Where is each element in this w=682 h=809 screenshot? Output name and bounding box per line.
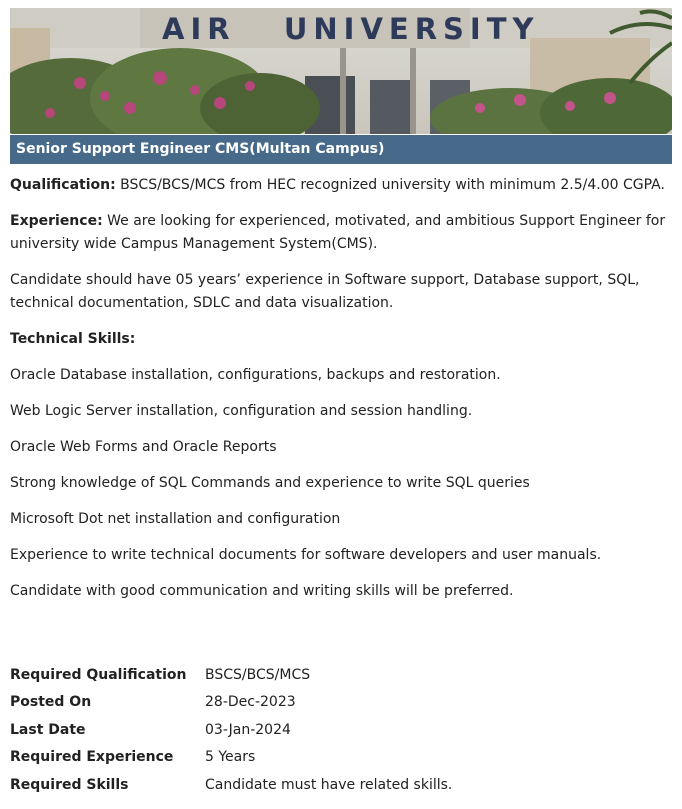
qualification-paragraph	[10, 174, 674, 197]
skill-item: Experience to write technical documents for software developers and user manuals.	[10, 547, 602, 563]
job-description	[10, 174, 674, 616]
details-value: BSCS/BCS/MCS	[205, 666, 311, 683]
details-label: Required Skills	[10, 776, 129, 793]
details-row	[10, 689, 452, 717]
details-value: 28-Dec-2023	[205, 694, 296, 711]
skill-item: Web Logic Server installation, configuration and session handling.	[10, 403, 473, 419]
experience-label: Experience:	[10, 213, 103, 229]
experience-paragraph	[10, 210, 674, 256]
details-row	[10, 771, 452, 799]
banner-image	[10, 8, 672, 134]
details-row	[10, 661, 452, 689]
job-details-table	[10, 661, 452, 799]
details-label: Required Experience	[10, 749, 174, 766]
candidate-paragraph: Candidate should have 05 years’ experience in Software support, Database support, SQL, technical documentation, SDLC and data visualization.	[10, 272, 640, 311]
banner-sign-text: AIR UNIVERSITY	[162, 12, 540, 46]
job-title: Senior Support Engineer CMS(Multan Campus)	[16, 141, 385, 157]
details-value: 03-Jan-2024	[205, 721, 291, 738]
skills-heading: Technical Skills:	[10, 331, 136, 347]
details-label: Last Date	[10, 721, 86, 738]
qualification-text: BSCS/BCS/MCS from HEC recognized university with minimum 2.5/4.00 CGPA.	[115, 177, 665, 193]
skill-item: Oracle Database installation, configurations, backups and restoration.	[10, 367, 501, 383]
details-value: 5 Years	[205, 749, 256, 766]
details-label: Posted On	[10, 694, 92, 711]
skill-item: Oracle Web Forms and Oracle Reports	[10, 439, 277, 455]
details-row	[10, 744, 452, 772]
skill-item: Strong knowledge of SQL Commands and experience to write SQL queries	[10, 475, 530, 491]
details-value: Candidate must have related skills.	[205, 776, 453, 793]
skill-item: Microsoft Dot net installation and configuration	[10, 511, 341, 527]
job-title-bar	[10, 135, 672, 164]
experience-text: We are looking for experienced, motivated, and ambitious Support Engineer for university wide Campus Management System(CMS).	[10, 213, 666, 252]
details-row	[10, 716, 452, 744]
qualification-label: Qualification:	[10, 177, 116, 193]
skill-item: Candidate with good communication and writing skills will be preferred.	[10, 583, 514, 599]
details-label: Required Qualification	[10, 666, 187, 683]
